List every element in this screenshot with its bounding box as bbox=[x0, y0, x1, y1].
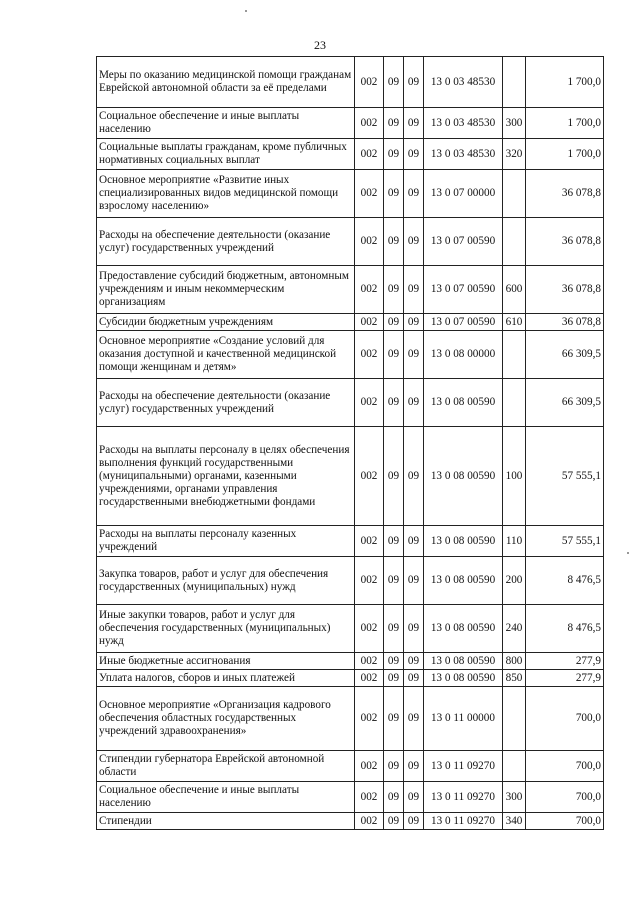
vr-code-cell: 600 bbox=[503, 266, 526, 314]
vr-code-cell: 800 bbox=[503, 653, 526, 670]
pr-code-cell: 09 bbox=[404, 782, 424, 813]
table-row bbox=[97, 139, 604, 170]
pr-code-cell: 09 bbox=[404, 605, 424, 653]
item-name-cell: Социальное обеспечение и иные выплаты населению bbox=[97, 108, 355, 139]
item-name-cell: Иные бюджетные ассигнования bbox=[97, 653, 355, 670]
sum-cell: 1 700,0 bbox=[526, 57, 604, 108]
sum-cell: 66 309,5 bbox=[526, 379, 604, 427]
csr-code-cell: 13 0 11 00000 bbox=[424, 687, 503, 751]
sum-cell: 700,0 bbox=[526, 751, 604, 782]
table-body bbox=[97, 57, 604, 830]
item-name-cell: Меры по оказанию медицинской помощи гражданам Еврейской автономной области за её пределами bbox=[97, 57, 355, 108]
vr-code-cell bbox=[503, 331, 526, 379]
rz-code-cell: 09 bbox=[384, 218, 404, 266]
table-row bbox=[97, 108, 604, 139]
table-row bbox=[97, 813, 604, 830]
rz-code-cell: 09 bbox=[384, 813, 404, 830]
item-name-cell: Основное мероприятие «Развитие иных специализированных видов медицинской помощи взрослому населению» bbox=[97, 170, 355, 218]
item-name-cell: Основное мероприятие «Создание условий для оказания доступной и качественной медицинской помощи женщинам и детям» bbox=[97, 331, 355, 379]
item-name-cell: Расходы на обеспечение деятельности (оказание услуг) государственных учреждений bbox=[97, 379, 355, 427]
ved-code-cell: 002 bbox=[355, 266, 384, 314]
pr-code-cell: 09 bbox=[404, 314, 424, 331]
pr-code-cell: 09 bbox=[404, 813, 424, 830]
vr-code-cell: 850 bbox=[503, 670, 526, 687]
sum-cell: 1 700,0 bbox=[526, 108, 604, 139]
csr-code-cell: 13 0 08 00000 bbox=[424, 331, 503, 379]
pr-code-cell: 09 bbox=[404, 266, 424, 314]
ved-code-cell: 002 bbox=[355, 218, 384, 266]
ved-code-cell: 002 bbox=[355, 170, 384, 218]
csr-code-cell: 13 0 07 00000 bbox=[424, 170, 503, 218]
rz-code-cell: 09 bbox=[384, 670, 404, 687]
rz-code-cell: 09 bbox=[384, 427, 404, 526]
csr-code-cell: 13 0 03 48530 bbox=[424, 108, 503, 139]
rz-code-cell: 09 bbox=[384, 57, 404, 108]
table-row bbox=[97, 605, 604, 653]
sum-cell: 66 309,5 bbox=[526, 331, 604, 379]
sum-cell: 36 078,8 bbox=[526, 314, 604, 331]
item-name-cell: Стипендии bbox=[97, 813, 355, 830]
item-name-cell: Социальное обеспечение и иные выплаты населению bbox=[97, 782, 355, 813]
budget-table bbox=[96, 56, 604, 830]
sum-cell: 36 078,8 bbox=[526, 170, 604, 218]
ved-code-cell: 002 bbox=[355, 427, 384, 526]
csr-code-cell: 13 0 07 00590 bbox=[424, 314, 503, 331]
table-row bbox=[97, 687, 604, 751]
sum-cell: 8 476,5 bbox=[526, 557, 604, 605]
ved-code-cell: 002 bbox=[355, 751, 384, 782]
ved-code-cell: 002 bbox=[355, 813, 384, 830]
rz-code-cell: 09 bbox=[384, 687, 404, 751]
ved-code-cell: 002 bbox=[355, 605, 384, 653]
item-name-cell: Предоставление субсидий бюджетным, автономным учреждениям и иным некоммерческим организациям bbox=[97, 266, 355, 314]
csr-code-cell: 13 0 07 00590 bbox=[424, 266, 503, 314]
table-row bbox=[97, 218, 604, 266]
item-name-cell: Закупка товаров, работ и услуг для обеспечения государственных (муниципальных) нужд bbox=[97, 557, 355, 605]
sum-cell: 57 555,1 bbox=[526, 526, 604, 557]
ved-code-cell: 002 bbox=[355, 653, 384, 670]
ved-code-cell: 002 bbox=[355, 670, 384, 687]
sum-cell: 36 078,8 bbox=[526, 266, 604, 314]
vr-code-cell: 100 bbox=[503, 427, 526, 526]
item-name-cell: Расходы на обеспечение деятельности (оказание услуг) государственных учреждений bbox=[97, 218, 355, 266]
pr-code-cell: 09 bbox=[404, 170, 424, 218]
item-name-cell: Расходы на выплаты персоналу казенных учреждений bbox=[97, 526, 355, 557]
item-name-cell: Основное мероприятие «Организация кадрового обеспечения областных государственных учреждений здравоохранения» bbox=[97, 687, 355, 751]
pr-code-cell: 09 bbox=[404, 139, 424, 170]
vr-code-cell: 610 bbox=[503, 314, 526, 331]
table-row bbox=[97, 782, 604, 813]
pr-code-cell: 09 bbox=[404, 653, 424, 670]
csr-code-cell: 13 0 03 48530 bbox=[424, 139, 503, 170]
rz-code-cell: 09 bbox=[384, 526, 404, 557]
rz-code-cell: 09 bbox=[384, 653, 404, 670]
ved-code-cell: 002 bbox=[355, 331, 384, 379]
ved-code-cell: 002 bbox=[355, 687, 384, 751]
vr-code-cell: 340 bbox=[503, 813, 526, 830]
csr-code-cell: 13 0 07 00590 bbox=[424, 218, 503, 266]
table-row bbox=[97, 170, 604, 218]
csr-code-cell: 13 0 08 00590 bbox=[424, 653, 503, 670]
rz-code-cell: 09 bbox=[384, 331, 404, 379]
vr-code-cell bbox=[503, 687, 526, 751]
pr-code-cell: 09 bbox=[404, 670, 424, 687]
pr-code-cell: 09 bbox=[404, 687, 424, 751]
ved-code-cell: 002 bbox=[355, 139, 384, 170]
csr-code-cell: 13 0 08 00590 bbox=[424, 427, 503, 526]
table-row bbox=[97, 379, 604, 427]
pr-code-cell: 09 bbox=[404, 526, 424, 557]
vr-code-cell bbox=[503, 218, 526, 266]
vr-code-cell bbox=[503, 751, 526, 782]
item-name-cell: Социальные выплаты гражданам, кроме публичных нормативных социальных выплат bbox=[97, 139, 355, 170]
sum-cell: 700,0 bbox=[526, 813, 604, 830]
csr-code-cell: 13 0 11 09270 bbox=[424, 782, 503, 813]
sum-cell: 700,0 bbox=[526, 687, 604, 751]
pr-code-cell: 09 bbox=[404, 427, 424, 526]
page-number: 23 bbox=[314, 38, 326, 52]
table-row bbox=[97, 266, 604, 314]
vr-code-cell bbox=[503, 57, 526, 108]
table-row bbox=[97, 557, 604, 605]
rz-code-cell: 09 bbox=[384, 314, 404, 331]
csr-code-cell: 13 0 08 00590 bbox=[424, 670, 503, 687]
csr-code-cell: 13 0 03 48530 bbox=[424, 57, 503, 108]
rz-code-cell: 09 bbox=[384, 605, 404, 653]
csr-code-cell: 13 0 08 00590 bbox=[424, 605, 503, 653]
csr-code-cell: 13 0 08 00590 bbox=[424, 557, 503, 605]
item-name-cell: Расходы на выплаты персоналу в целях обеспечения выполнения функций государственными (муниципальными) органами, казенными учреждениями, органами управления государственными внебюджетными фондами bbox=[97, 427, 355, 526]
pr-code-cell: 09 bbox=[404, 379, 424, 427]
ved-code-cell: 002 bbox=[355, 526, 384, 557]
csr-code-cell: 13 0 11 09270 bbox=[424, 751, 503, 782]
csr-code-cell: 13 0 08 00590 bbox=[424, 526, 503, 557]
ved-code-cell: 002 bbox=[355, 108, 384, 139]
vr-code-cell: 110 bbox=[503, 526, 526, 557]
rz-code-cell: 09 bbox=[384, 170, 404, 218]
rz-code-cell: 09 bbox=[384, 782, 404, 813]
table-row bbox=[97, 751, 604, 782]
pr-code-cell: 09 bbox=[404, 331, 424, 379]
sum-cell: 700,0 bbox=[526, 782, 604, 813]
ved-code-cell: 002 bbox=[355, 379, 384, 427]
table-row bbox=[97, 427, 604, 526]
pr-code-cell: 09 bbox=[404, 218, 424, 266]
vr-code-cell: 300 bbox=[503, 782, 526, 813]
sum-cell: 36 078,8 bbox=[526, 218, 604, 266]
pr-code-cell: 09 bbox=[404, 751, 424, 782]
table-row bbox=[97, 670, 604, 687]
ved-code-cell: 002 bbox=[355, 782, 384, 813]
item-name-cell: Иные закупки товаров, работ и услуг для обеспечения государственных (муниципальных) нужд bbox=[97, 605, 355, 653]
rz-code-cell: 09 bbox=[384, 139, 404, 170]
rz-code-cell: 09 bbox=[384, 751, 404, 782]
vr-code-cell bbox=[503, 170, 526, 218]
sum-cell: 8 476,5 bbox=[526, 605, 604, 653]
vr-code-cell: 240 bbox=[503, 605, 526, 653]
vr-code-cell bbox=[503, 379, 526, 427]
sum-cell: 277,9 bbox=[526, 653, 604, 670]
ved-code-cell: 002 bbox=[355, 314, 384, 331]
rz-code-cell: 09 bbox=[384, 266, 404, 314]
table-row bbox=[97, 314, 604, 331]
vr-code-cell: 320 bbox=[503, 139, 526, 170]
sum-cell: 57 555,1 bbox=[526, 427, 604, 526]
ved-code-cell: 002 bbox=[355, 557, 384, 605]
scan-speck bbox=[627, 552, 629, 554]
pr-code-cell: 09 bbox=[404, 557, 424, 605]
rz-code-cell: 09 bbox=[384, 379, 404, 427]
csr-code-cell: 13 0 08 00590 bbox=[424, 379, 503, 427]
item-name-cell: Субсидии бюджетным учреждениям bbox=[97, 314, 355, 331]
item-name-cell: Уплата налогов, сборов и иных платежей bbox=[97, 670, 355, 687]
vr-code-cell: 200 bbox=[503, 557, 526, 605]
rz-code-cell: 09 bbox=[384, 557, 404, 605]
sum-cell: 1 700,0 bbox=[526, 139, 604, 170]
pr-code-cell: 09 bbox=[404, 108, 424, 139]
scan-speck bbox=[245, 10, 247, 12]
rz-code-cell: 09 bbox=[384, 108, 404, 139]
table-row bbox=[97, 653, 604, 670]
sum-cell: 277,9 bbox=[526, 670, 604, 687]
vr-code-cell: 300 bbox=[503, 108, 526, 139]
pr-code-cell: 09 bbox=[404, 57, 424, 108]
table-row bbox=[97, 57, 604, 108]
table-row bbox=[97, 331, 604, 379]
table-row bbox=[97, 526, 604, 557]
csr-code-cell: 13 0 11 09270 bbox=[424, 813, 503, 830]
item-name-cell: Стипендии губернатора Еврейской автономной области bbox=[97, 751, 355, 782]
ved-code-cell: 002 bbox=[355, 57, 384, 108]
